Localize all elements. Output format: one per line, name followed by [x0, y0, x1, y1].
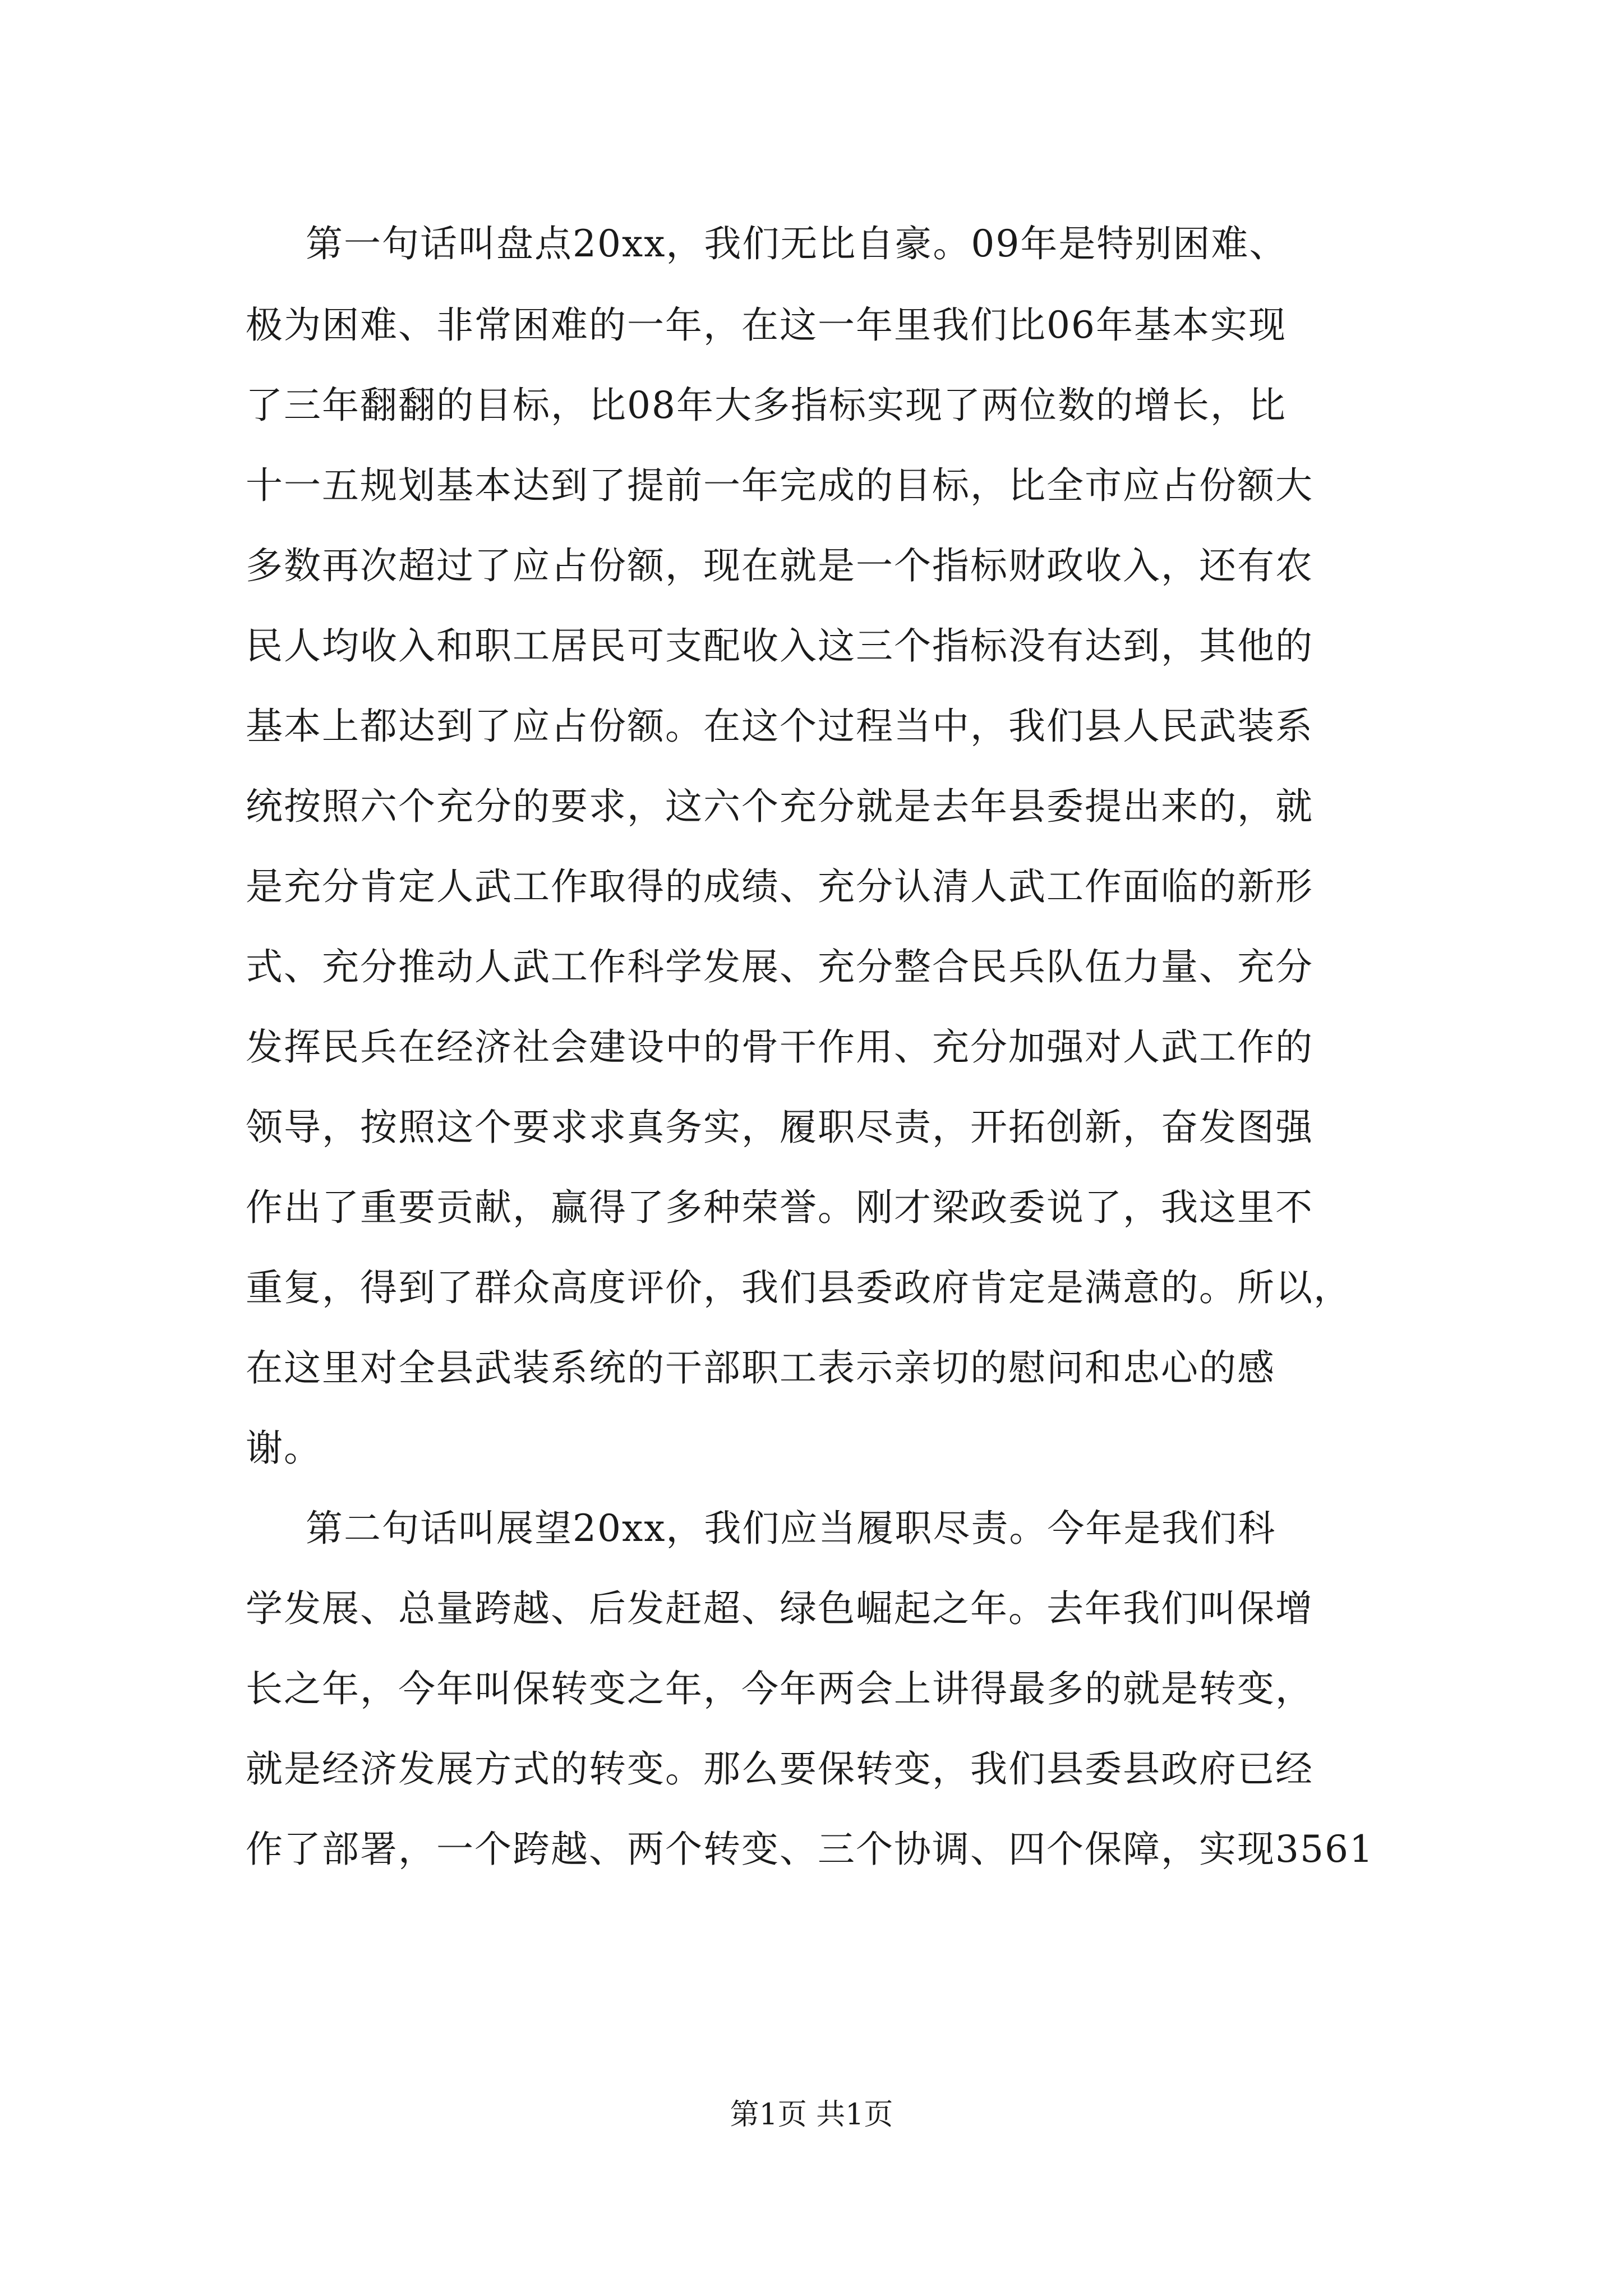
paragraph-2-line-1: 第二句话叫展望20xx，我们应当履职尽责。今年是我们科 [306, 1507, 1276, 1550]
paragraph-1-line-15: 在这里对全县武装系统的干部职工表示亲切的慰问和忠心的感 [246, 1346, 1275, 1389]
paragraph-1-line-12: 领导，按照这个要求求真务实，履职尽责，开拓创新，奋发图强 [246, 1106, 1313, 1149]
paragraph-1-line-6: 民人均收入和职工居民可支配收入这三个指标没有达到，其他的 [246, 624, 1313, 668]
paragraph-1-line-9: 是充分肯定人武工作取得的成绩、充分认清人武工作面临的新形 [246, 865, 1313, 908]
paragraph-1-line-4: 十一五规划基本达到了提前一年完成的目标，比全市应占份额大 [246, 464, 1313, 507]
paragraph-2-line-5: 作了部署，一个跨越、两个转变、三个协调、四个保障，实现3561 [246, 1828, 1374, 1871]
paragraph-1-line-7: 基本上都达到了应占份额。在这个过程当中，我们县人民武装系 [246, 705, 1313, 748]
paragraph-2-line-2: 学发展、总量跨越、后发赶超、绿色崛起之年。去年我们叫保增 [246, 1587, 1313, 1630]
paragraph-1-line-11: 发挥民兵在经济社会建设中的骨干作用、充分加强对人武工作的 [246, 1025, 1313, 1069]
paragraph-1-line-16: 谢。 [246, 1427, 322, 1470]
paragraph-2-line-4: 就是经济发展方式的转变。那么要保转变，我们县委县政府已经 [246, 1747, 1313, 1791]
paragraph-1-line-3: 了三年翻翻的目标，比08年大多指标实现了两位数的增长，比 [246, 384, 1287, 427]
paragraph-1-line-1: 第一句话叫盘点20xx，我们无比自豪。09年是特别困难、 [306, 222, 1288, 265]
paragraph-1-line-13: 作出了重要贡献，赢得了多种荣誉。刚才梁政委说了，我这里不 [246, 1186, 1313, 1229]
paragraph-1-line-14: 重复，得到了群众高度评价，我们县委政府肯定是满意的。所以， [246, 1266, 1352, 1309]
paragraph-1-line-8: 统按照六个充分的要求，这六个充分就是去年县委提出来的，就 [246, 785, 1313, 828]
paragraph-1-line-5: 多数再次超过了应占份额，现在就是一个指标财政收入，还有农 [246, 544, 1313, 587]
paragraph-1-line-2: 极为困难、非常困难的一年，在这一年里我们比06年基本实现 [246, 303, 1287, 347]
paragraph-2-line-3: 长之年，今年叫保转变之年，今年两会上讲得最多的就是转变， [246, 1667, 1313, 1710]
paragraph-1-line-10: 式、充分推动人武工作科学发展、充分整合民兵队伍力量、充分 [246, 945, 1313, 988]
page-number-footer: 第1页 共1页 [730, 2098, 893, 2132]
